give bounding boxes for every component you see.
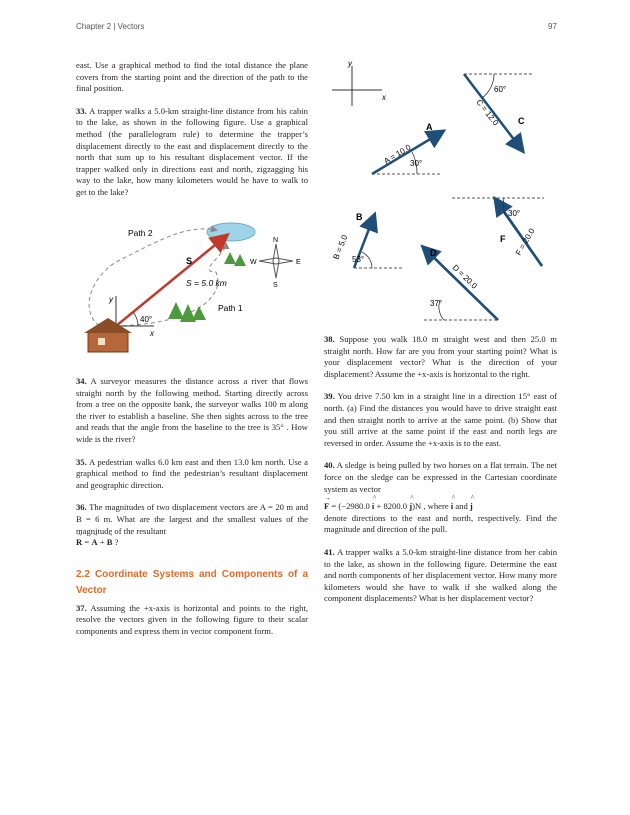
problem-41: 41. A trapper walks a 5.0-km straight-line distance from her cabin to the lake, as shown in the following figure. Determine the east and north components of her displacement vector. How many more kilometers would she have to walk if she walked along the component displacements? What is her displacement vector? — [324, 546, 557, 604]
vector-d-angle: 37° — [430, 299, 443, 308]
problem-35-text: A pedestrian walks 6.0 km east and then 13.0 km north. Use a graphical method to find the pedestrian’s resultant displacement and geographic direction. — [76, 456, 308, 490]
fig2-x-axis-label: x — [382, 93, 386, 102]
problem-33-text: A trapper walks a 5.0-km straight-line distance from his cabin to the lake, as shown in the following figure. Use a graphical method (the parallelogram rule) to determine the trapper’s displacement directly to the east and displacement directly to the north that sum up to his resultant displacement vector. If the trapper walked only in directions east and north, zigzagging his way to the lake, how many kilometers would he have to walk to get to the lake? — [76, 105, 308, 197]
problem-40: 40. A sledge is being pulled by two horses on a flat terrain. The net force on the sledge can be expressed in the Cartesian coordinate system as vector → F = (−2980.0 ^ i + 8200.0 ^ j)N , where ^ i and ^ j denote directions to the east and north, respectively. Find the magnitude and direction of the pull. — [324, 460, 557, 536]
problem-40-text-cont: denote directions to the east and north, respectively. Find the magnitude and direction of the pull. — [324, 512, 557, 535]
s-magnitude-label: S = 5.0 km — [186, 278, 227, 288]
vector-c-magnitude: C = 12.0 — [474, 97, 501, 128]
problem-39: 39. You drive 7.50 km in a straight line in a direction 15° east of north. (a) Find the distances you would have to drive straight east and then straight north to arrive at the same point. (b) Show that you still arrive at the same point if the east and north legs are reversed in order. Assume the +x-axis is to the east. — [324, 391, 557, 448]
problem-40-text: A sledge is being pulled by two horses on a flat terrain. The net force on the sledge can be expressed in the Cartesian coordinate system as vector — [324, 460, 557, 494]
fig1-y-axis-label: y — [109, 295, 113, 304]
lake-shape — [207, 223, 255, 241]
problem-35: 35. A pedestrian walks 6.0 km east and then 13.0 km north. Use a graphical method to find the pedestrian’s resultant displacement and geographic direction. — [76, 456, 308, 490]
problem-38: 38. Suppose you walk 18.0 m straight west and then 25.0 m straight north. How far are you from your starting point? What is your displacement vector? What is the direction of your displacement? Assume the +x-axis is horizontal to the right. — [324, 334, 557, 379]
problem-36: 36. The magnitudes of two displacement vectors are A = 20 m and B = 6 m. What are the largest and the smallest values of the magnitude of the resultant → R = → A + → B ? — [76, 502, 308, 548]
fig2-y-axis-label: y — [348, 59, 352, 68]
problem-36-text: The magnitudes of two displacement vectors are A = 20 m and B = 6 m. What are the largest and the smallest values of the magnitude of the resultant — [76, 502, 308, 536]
vector-b-angle: 53° — [352, 255, 365, 264]
fig1-x-axis-label: x — [150, 329, 154, 338]
section-heading: 2.2 Coordinate Systems and Components of a Vector — [76, 568, 308, 596]
vector-d-label: D — [430, 248, 437, 258]
svg-text:W: W — [250, 259, 257, 266]
vector-f-magnitude: F = 20.0 — [513, 226, 537, 257]
problem-32-text: east. Use a graphical method to find the total distance the plane covers from the starting point and the direction of the path to the final position. — [76, 60, 308, 94]
vector-d-magnitude: D = 20.0 — [450, 262, 479, 291]
vector-a-angle: 30° — [410, 159, 423, 168]
problem-38-text: Suppose you walk 18.0 m straight west and then 25.0 m straight north. How far are you from your starting point? What is your displacement vector? What is the direction of your displacement? Assume the +x-axis is horizontal to the right. — [324, 334, 557, 379]
problem-34-text: A surveyor measures the distance across a river that flows straight north by the following method. Starting directly across from a tree on the opposite bank, the surveyor walks 100 m along the river to establish a baseline. She then sights across to the tree and reads that the angle from the baseline to the tree is 35° . How wide is the river? — [76, 376, 308, 444]
right-column — [324, 334, 557, 616]
path-2-label: Path 2 — [128, 228, 153, 238]
problem-34: 34. A surveyor measures the distance across a river that flows straight north by the following method. Starting directly across from a tree on the opposite bank, the surveyor walks 100 m along the river to establish a baseline. She then sights across to the tree and reads that the angle from the baseline to the tree is 35° . How wide is the river? — [76, 376, 308, 444]
fig1-angle-label: 40° — [140, 315, 153, 324]
problem-37: 37. Assuming the +x-axis is horizontal and points to the right, resolve the vectors given in the following figure to their scalar components and express them in vector component form. — [76, 602, 308, 636]
vector-f-label: F — [500, 234, 506, 244]
problem-33-number: 33. — [76, 105, 87, 116]
problem-37-text: Assuming the +x-axis is horizontal and points to the right, resolve the vectors given in the following figure to their scalar components and express them in vector component form. — [76, 602, 308, 636]
vector-c-label: C — [518, 116, 525, 126]
svg-text:E: E — [296, 259, 301, 266]
svg-text:N: N — [273, 237, 279, 244]
vector-a-label: A — [426, 122, 433, 132]
left-column-bottom — [76, 376, 308, 649]
page-number: 97 — [548, 22, 557, 31]
problem-33 — [76, 106, 308, 199]
vector-b-magnitude: B = 5.0 — [331, 233, 350, 261]
trapper-figure — [76, 214, 316, 364]
vector-f-angle: 30° — [508, 209, 521, 218]
vector-c-angle: 60° — [494, 85, 507, 94]
s-vector-label: S — [186, 256, 193, 266]
vector-b-label: B — [356, 212, 363, 222]
vector-components-figure — [322, 56, 562, 324]
compass-icon — [250, 237, 301, 289]
svg-text:S: S — [273, 282, 278, 289]
problem-41-text: A trapper walks a 5.0-km straight-line distance from her cabin to the lake, as shown in the following figure. Determine the east and north components of her displacement vector. How many more kilometers would she have to walk if she walked along the component displacements? What is her displacement vector? — [324, 546, 557, 604]
problem-39-text: You drive 7.50 km in a straight line in a direction 15° east of north. (a) Find the distances you would have to drive straight east and then straight north to arrive at the same point. (b) Show that you still arrive at the same point if the east and north legs are reversed in order. Assume the +x-axis is to the east. — [324, 391, 557, 448]
left-column-top — [76, 60, 308, 210]
cabin-icon — [84, 318, 132, 352]
vector-a-magnitude: A = 10.0 — [382, 142, 413, 166]
force-equation: → F = (−2980.0 ^ i + 8200.0 ^ j)N , where ^ i and ^ j — [324, 501, 473, 513]
path-1-label: Path 1 — [218, 303, 243, 313]
resultant-equation: → R = → A + → B ? — [76, 537, 119, 547]
chapter-header: Chapter 2 | Vectors — [76, 22, 145, 31]
vector-d — [424, 248, 498, 320]
